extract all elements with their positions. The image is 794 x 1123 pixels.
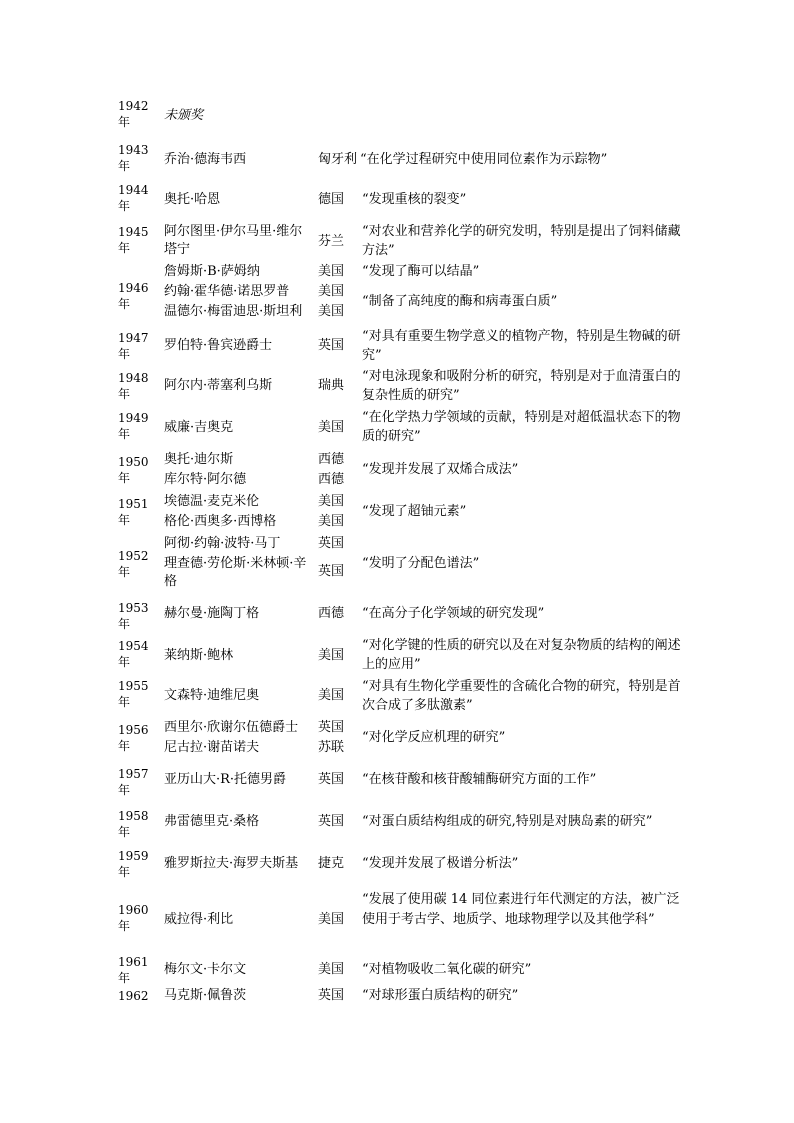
award-reason: “发现并发展了极谱分析法” bbox=[362, 856, 519, 871]
year-cell bbox=[118, 678, 162, 710]
laureate-country: 西德 bbox=[318, 606, 345, 621]
year-unit: 年 bbox=[118, 783, 131, 797]
table-row bbox=[118, 844, 688, 884]
award-reason: “在化学热力学领域的贡献，特别是对超低温状态下的物质的研究” bbox=[362, 410, 681, 444]
laureate-country: 西德 bbox=[318, 472, 345, 487]
laureate-name: 尼古拉·谢苗诺夫 bbox=[164, 740, 260, 755]
table-row bbox=[118, 884, 688, 952]
award-reason: “对蛋白质结构组成的研究,特别是对胰岛素的研究” bbox=[362, 814, 653, 829]
year-number: 1944 bbox=[118, 183, 149, 197]
laureate-country: 美国 bbox=[318, 494, 345, 509]
year-unit: 年 bbox=[118, 739, 131, 753]
year-number: 1960 bbox=[118, 903, 149, 917]
laureate-country: 德国 bbox=[318, 192, 345, 207]
year-number: 1958 bbox=[118, 809, 149, 823]
year-unit: 年 bbox=[118, 617, 131, 631]
laureate-name: 未颁奖 bbox=[164, 108, 204, 123]
year-cell bbox=[118, 902, 162, 934]
year-unit: 年 bbox=[118, 971, 131, 985]
table-row bbox=[118, 180, 688, 220]
laureate-name: 文森特·迪维尼奥 bbox=[164, 688, 260, 703]
laureate-name: 塔宁 bbox=[164, 242, 191, 257]
laureate-name: 弗雷德里克·桑格 bbox=[164, 814, 260, 829]
year-unit: 年 bbox=[118, 115, 131, 129]
table-row bbox=[118, 220, 688, 262]
award-reason: “制备了高纯度的酶和病毒蛋白质” bbox=[362, 294, 558, 309]
year-unit: 年 bbox=[118, 199, 131, 213]
table-row bbox=[118, 952, 688, 986]
year-number: 1949 bbox=[118, 411, 149, 425]
laureate-country: 英国 bbox=[318, 338, 345, 353]
year-unit: 年 bbox=[118, 919, 131, 933]
year-number: 1962 bbox=[118, 989, 149, 1003]
laureate-name: 莱纳斯·鲍林 bbox=[164, 648, 234, 663]
year-cell bbox=[118, 638, 162, 670]
year-cell bbox=[118, 988, 162, 1004]
laureate-country: 英国 bbox=[318, 720, 345, 735]
laureate-country: 苏联 bbox=[318, 740, 345, 755]
table-row bbox=[118, 760, 688, 802]
laureate-name: 威廉·吉奥克 bbox=[164, 420, 234, 435]
laureate-country: 美国 bbox=[318, 648, 345, 663]
year-cell bbox=[118, 766, 162, 798]
year-number: 1956 bbox=[118, 723, 149, 737]
laureate-country: 美国 bbox=[318, 688, 345, 703]
laureate-name: 格伦·西奥多·西博格 bbox=[164, 514, 277, 529]
year-number: 1954 bbox=[118, 639, 149, 653]
laureate-country: 捷克 bbox=[318, 856, 345, 871]
year-number: 1946 bbox=[118, 281, 149, 295]
award-reason: “发明了分配色谱法” bbox=[362, 556, 480, 571]
laureate-name: 约翰·霍华德·诺思罗普 bbox=[164, 284, 290, 299]
award-reason: “发展了使用碳 14 同位素进行年代测定的方法，被广泛使用于考古学、地质学、地球物理学以及其他学科” bbox=[362, 892, 680, 927]
year-number: 1950 bbox=[118, 455, 149, 469]
table-row bbox=[118, 262, 688, 326]
year-unit: 年 bbox=[118, 865, 131, 879]
laureate-name: 阿尔内·蒂塞利乌斯 bbox=[164, 378, 273, 393]
laureate-name: 理查德·劳伦斯·米林顿·辛 bbox=[164, 556, 307, 571]
laureate-country: 匈牙利 bbox=[318, 152, 358, 167]
year-unit: 年 bbox=[118, 297, 131, 311]
year-number: 1945 bbox=[118, 225, 149, 239]
year-cell bbox=[118, 370, 162, 402]
year-number: 1942 bbox=[118, 99, 149, 113]
laureate-name: 埃德温·麦克米伦 bbox=[164, 494, 260, 509]
award-reason: “对化学反应机理的研究” bbox=[362, 730, 506, 745]
year-unit: 年 bbox=[118, 427, 131, 441]
year-cell bbox=[118, 224, 162, 256]
laureate-country: 西德 bbox=[318, 452, 345, 467]
laureate-country: 英国 bbox=[318, 536, 345, 551]
laureate-country: 英国 bbox=[318, 772, 345, 787]
year-unit: 年 bbox=[118, 695, 131, 709]
year-number: 1957 bbox=[118, 767, 149, 781]
laureate-country: 芬兰 bbox=[318, 234, 345, 249]
year-cell bbox=[118, 722, 162, 754]
year-cell bbox=[118, 410, 162, 442]
laureate-name: 罗伯特·鲁宾逊爵士 bbox=[164, 338, 273, 353]
laureate-country: 美国 bbox=[318, 514, 345, 529]
award-reason: “在化学过程研究中使用同位素作为示踪物” bbox=[360, 152, 608, 167]
laureate-name: 库尔特·阿尔德 bbox=[164, 472, 247, 487]
award-reason: “发现并发展了双烯合成法” bbox=[362, 462, 519, 477]
laureate-country: 美国 bbox=[318, 264, 345, 279]
year-cell bbox=[118, 182, 162, 214]
award-reason: “发现了酶可以结晶” bbox=[362, 264, 480, 279]
table-row bbox=[118, 96, 688, 140]
year-unit: 年 bbox=[118, 159, 131, 173]
laureate-name: 奥托·迪尔斯 bbox=[164, 452, 234, 467]
year-number: 1947 bbox=[118, 331, 149, 345]
laureate-country: 美国 bbox=[318, 420, 345, 435]
table-row bbox=[118, 986, 688, 1010]
year-unit: 年 bbox=[118, 513, 131, 527]
year-number: 1959 bbox=[118, 849, 149, 863]
laureate-name: 亚历山大·R·托德男爵 bbox=[164, 772, 287, 787]
table-row bbox=[118, 140, 688, 180]
table-row bbox=[118, 406, 688, 450]
year-number: 1948 bbox=[118, 371, 149, 385]
year-unit: 年 bbox=[118, 347, 131, 361]
award-reason: “对农业和营养化学的研究发明，特别是提出了饲料储藏方法” bbox=[362, 224, 681, 258]
laureate-name: 赫尔曼·施陶丁格 bbox=[164, 606, 260, 621]
year-unit: 年 bbox=[118, 471, 131, 485]
laureate-country: 瑞典 bbox=[318, 378, 345, 393]
year-cell bbox=[118, 600, 162, 632]
year-unit: 年 bbox=[118, 825, 131, 839]
year-cell bbox=[118, 454, 162, 486]
laureate-country: 英国 bbox=[318, 564, 345, 579]
year-number: 1951 bbox=[118, 497, 149, 511]
laureate-name: 格 bbox=[164, 574, 178, 589]
laureate-name: 阿彻·约翰·波特·马丁 bbox=[164, 536, 281, 551]
award-reason: “发现重核的裂变” bbox=[362, 192, 467, 207]
year-cell bbox=[118, 496, 162, 528]
table-row bbox=[118, 594, 688, 634]
laureate-country: 美国 bbox=[318, 962, 345, 977]
laureate-name: 西里尔·欣谢尔伍德爵士 bbox=[164, 720, 299, 735]
award-reason: “对具有生物化学重要性的含硫化合物的研究，特别是首次合成了多肽激素” bbox=[362, 679, 681, 713]
year-unit: 年 bbox=[118, 387, 131, 401]
award-reason: “对具有重要生物学意义的植物产物，特别是生物碱的研究” bbox=[362, 329, 681, 363]
laureate-country: 美国 bbox=[318, 284, 345, 299]
table-row bbox=[118, 492, 688, 534]
laureate-name: 马克斯·佩鲁茨 bbox=[164, 988, 247, 1003]
table-row bbox=[118, 802, 688, 844]
laureate-name: 温德尔·梅雷迪思·斯坦利 bbox=[164, 304, 303, 319]
table-row bbox=[118, 366, 688, 406]
laureate-country: 英国 bbox=[318, 988, 345, 1003]
year-cell bbox=[118, 98, 162, 130]
year-unit: 年 bbox=[118, 655, 131, 669]
year-number: 1955 bbox=[118, 679, 149, 693]
nobel-chemistry-table bbox=[118, 96, 688, 1010]
laureate-name: 梅尔文·卡尔文 bbox=[164, 962, 247, 977]
table-row bbox=[118, 326, 688, 366]
award-reason: “发现了超铀元素” bbox=[362, 504, 467, 519]
year-number: 1952 bbox=[118, 549, 149, 563]
year-number: 1943 bbox=[118, 143, 149, 157]
year-number: 1961 bbox=[118, 955, 149, 969]
laureate-name: 阿尔图里·伊尔马里·维尔 bbox=[164, 224, 303, 239]
year-unit: 年 bbox=[118, 241, 131, 255]
year-cell bbox=[118, 142, 162, 174]
laureate-country: 英国 bbox=[318, 814, 345, 829]
table-row bbox=[118, 716, 688, 760]
award-reason: “在高分子化学领域的研究发现” bbox=[362, 606, 545, 621]
award-reason: “对化学键的性质的研究以及在对复杂物质的结构的阐述上的应用” bbox=[362, 638, 681, 672]
year-cell bbox=[118, 808, 162, 840]
year-cell bbox=[118, 548, 162, 580]
year-cell bbox=[118, 330, 162, 362]
award-reason: “在核苷酸和核苷酸辅酶研究方面的工作” bbox=[362, 772, 597, 787]
laureate-country: 美国 bbox=[318, 304, 345, 319]
award-reason: “对植物吸收二氧化碳的研究” bbox=[362, 962, 532, 977]
laureate-name: 雅罗斯拉夫·海罗夫斯基 bbox=[164, 856, 299, 871]
laureate-name: 奥托·哈恩 bbox=[164, 192, 221, 207]
laureate-name: 詹姆斯·B·萨姆纳 bbox=[164, 264, 260, 279]
laureate-name: 威拉得·利比 bbox=[164, 912, 234, 927]
year-cell bbox=[118, 280, 162, 312]
award-reason: “对球形蛋白质结构的研究” bbox=[362, 988, 519, 1003]
table-row bbox=[118, 634, 688, 676]
year-cell bbox=[118, 954, 162, 986]
year-number: 1953 bbox=[118, 601, 149, 615]
laureate-country: 美国 bbox=[318, 912, 345, 927]
table-row bbox=[118, 450, 688, 492]
award-reason: “对电泳现象和吸附分析的研究，特别是对于血清蛋白的复杂性质的研究” bbox=[362, 369, 681, 403]
table-row bbox=[118, 676, 688, 716]
year-cell bbox=[118, 848, 162, 880]
table-row bbox=[118, 534, 688, 594]
year-unit: 年 bbox=[118, 565, 131, 579]
laureate-name: 乔治·德海韦西 bbox=[164, 152, 247, 167]
